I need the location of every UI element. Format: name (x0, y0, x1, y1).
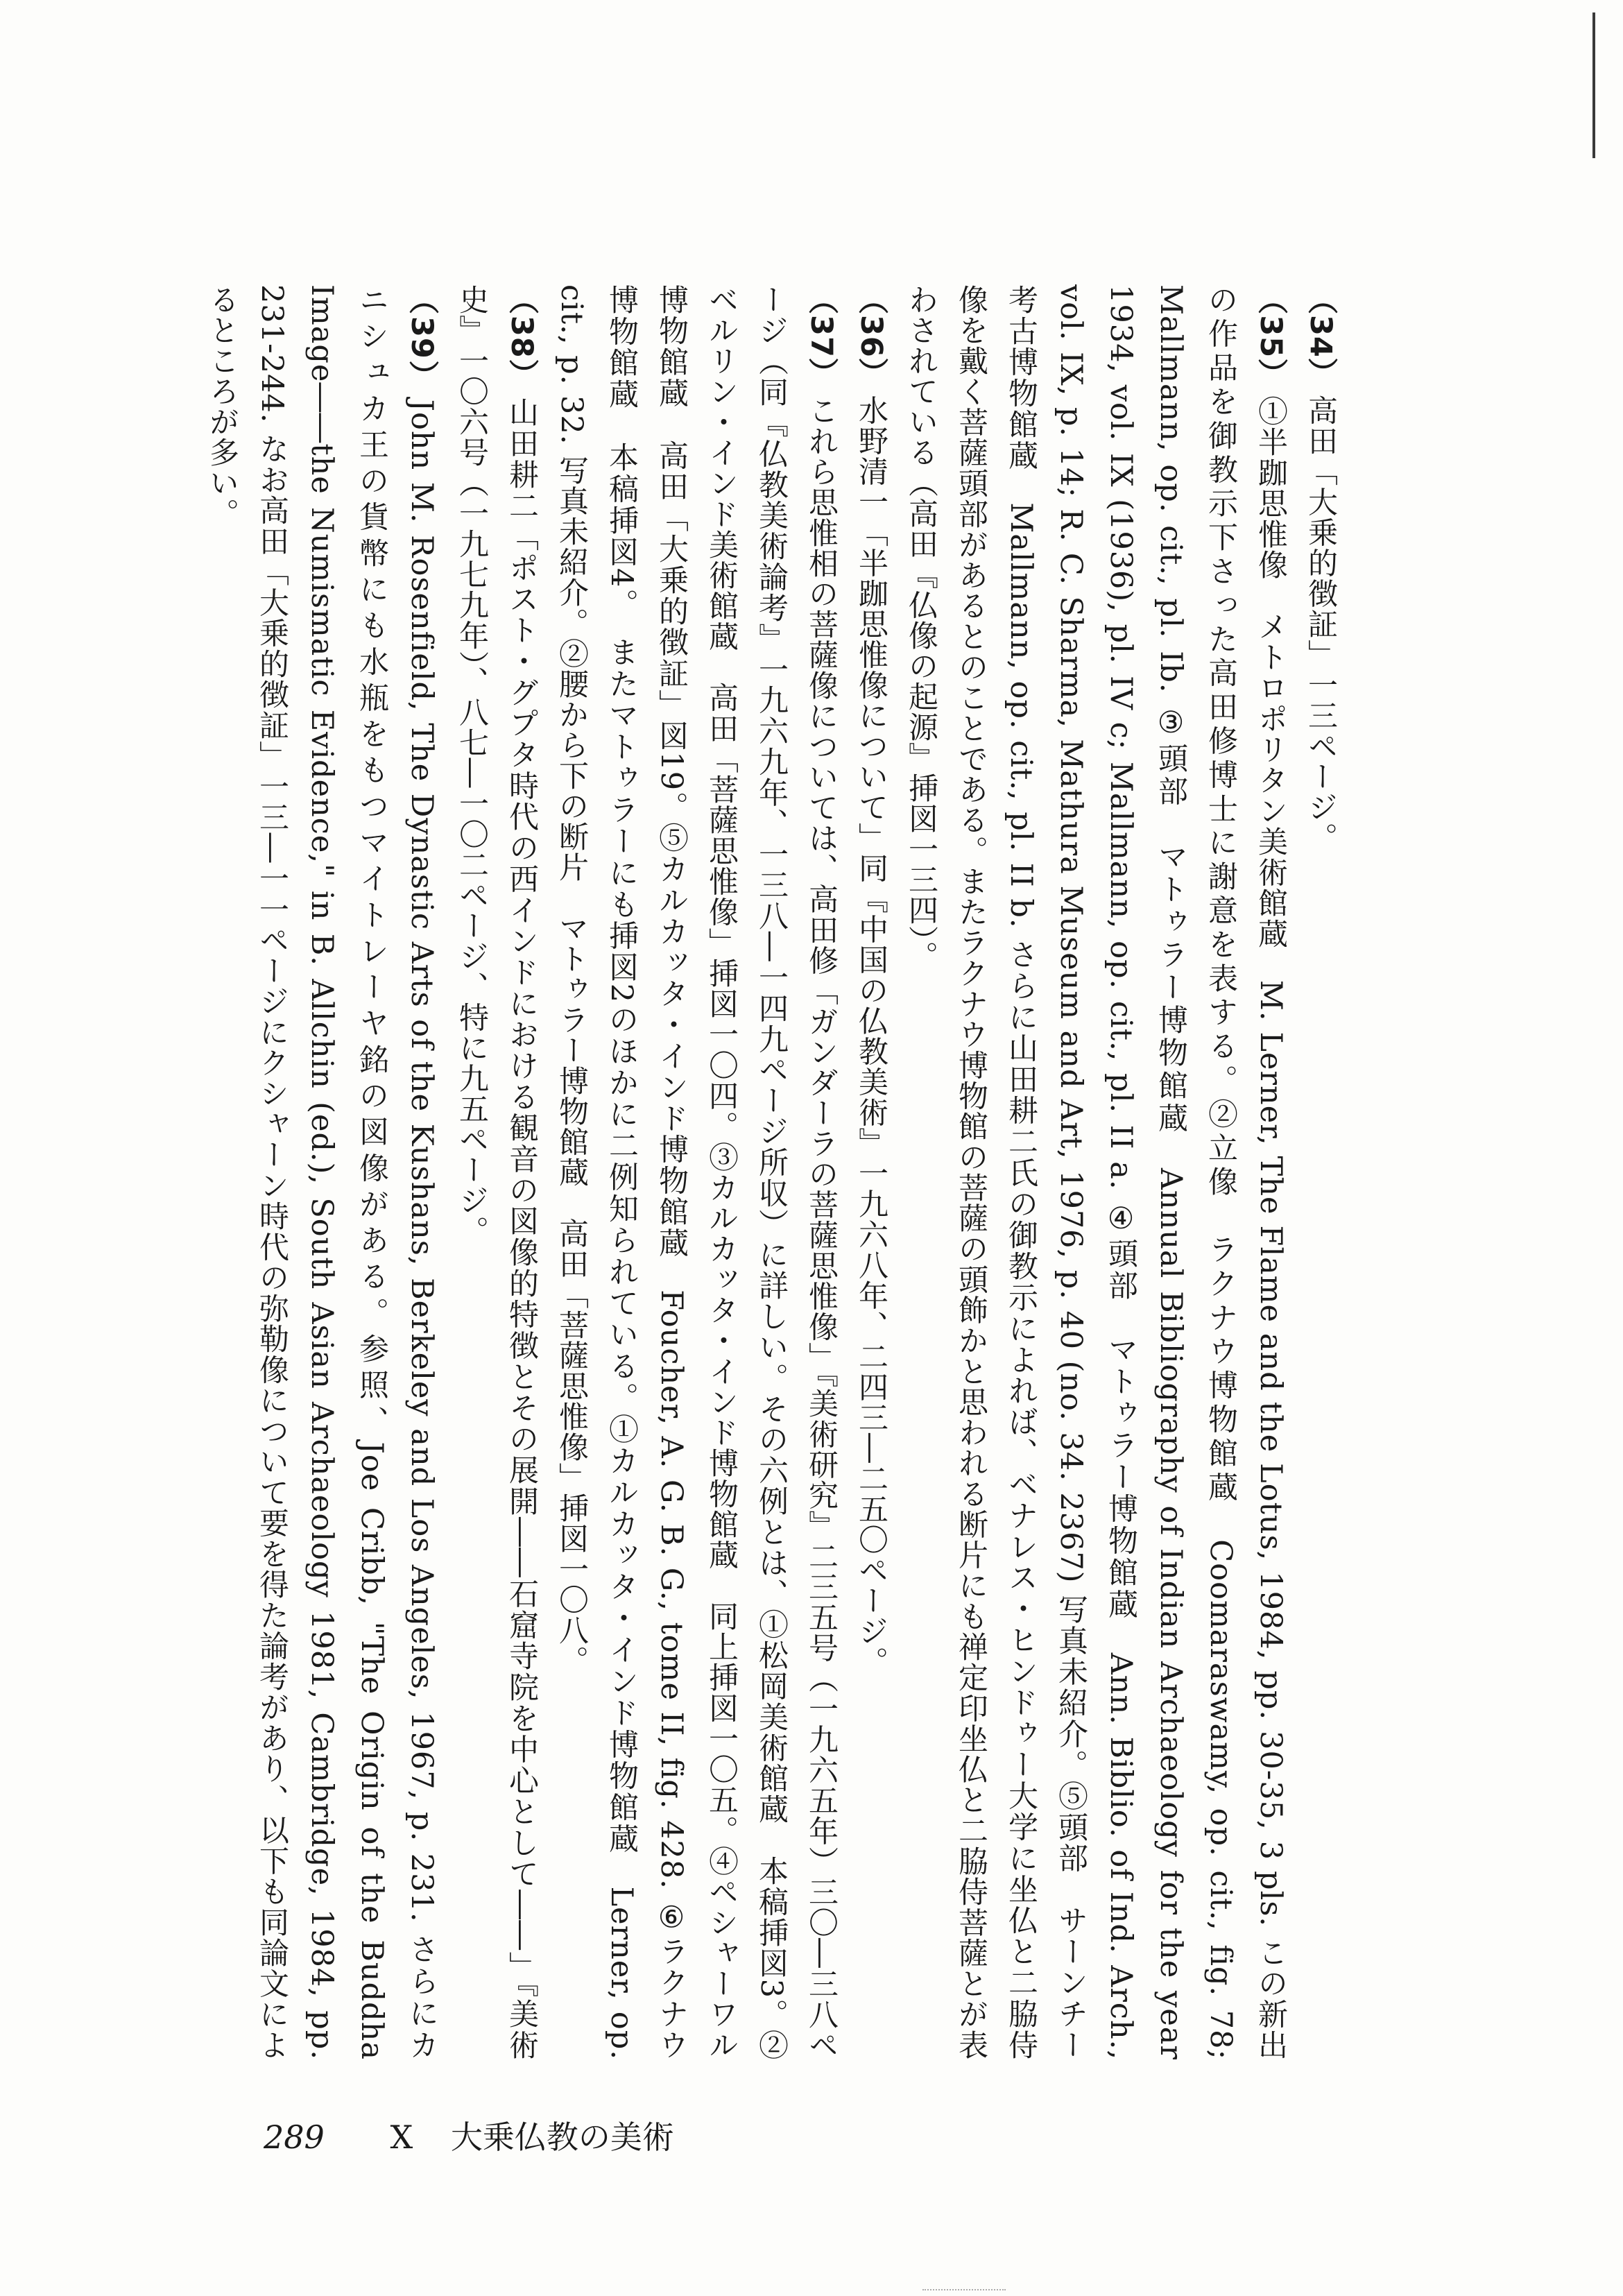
note-text: 高田「大乗的徴証」一三ページ。 (1303, 395, 1338, 853)
note-text: John M. Rosenfield, The Dynastic Arts of the Kushans, Berkeley and Los Angeles, 1967, p. 231. さらにカニシュカ王の貨幣にも水瓶をもつマイトレーヤ銘の図像がある。参照、Joe Cribb, "The Origin of the Buddha Image――the Numismatic Evidence," in B. Allchin (ed.), South Asian Archaeology 1981, Cambridge, 1984, pp. 231-244. なお高田「大乗的徴証」一三―一一ページにクシャーン時代の弥勒像について要を得た論考があり、以下も同論文によるところが多い。 (205, 284, 439, 2060)
note-text: 水野清一「半跏思惟像について」同『中国の仏教美術』一九六八年、二四三―二五〇ページ。 (854, 395, 888, 1677)
chapter-number: X (390, 2118, 413, 2156)
note-35 (896, 284, 1296, 2060)
page-edge-line (1592, 12, 1595, 158)
note-number: （37） (804, 284, 839, 388)
page-number: 289 (264, 2118, 325, 2156)
note-number: （39） (404, 284, 439, 393)
note-number: （38） (504, 284, 539, 391)
note-number: （34） (1303, 284, 1338, 388)
note-number: （35） (1253, 284, 1288, 389)
note-37 (547, 284, 846, 2060)
note-38 (447, 284, 547, 2060)
scan-dust-mark (922, 2289, 1006, 2293)
note-number: （36） (854, 284, 888, 388)
note-text: ①半跏思惟像 メトロポリタン美術館蔵 M. Lerner, The Flame and the Lotus, 1984, pp. 30-35, 3 pls. この新出の作品を御教示下さった高田修博士に謝意を表する。②立像 ラクナウ博物館蔵 Coomaraswamy, op. cit., fig. 78; Mallmann, op. cit., pl. Ib. ③頭部 マトゥラー博物館蔵 Annual Bibliography of Indian Archaeology for the year 1934, vol. IX (1936), pl. IV c; Mallmann, op. cit., pl. II a. ④頭部 マトゥラー博物館蔵 Ann. Biblio. of Ind. Arch., vol. IX, p. 14; R. C. Sharma, Mathura Museum and Art, 1976, p. 40 (no. 34. 2367) 写真未紹介。⑤頭部 サーンチー考古博物館蔵 Mallmann, op. cit., pl. II b. さらに山田耕二氏の御教示によれば、ベナレス・ヒンドゥー大学に坐仏と二脇侍像を戴く菩薩頭部があるとのことである。またラクナウ博物館の菩薩の頭飾かと思われる断片にも禅定印坐仏と二脇侍菩薩とが表わされている（高田『仏像の起源』挿図一三四）。 (904, 284, 1288, 2060)
chapter-title: 大乗仏教の美術 (450, 2118, 674, 2156)
note-text: これら思惟相の菩薩像については、高田修「ガンダーラの菩薩思惟像」『美術研究』二三五号（一九六五年）三〇―三八ページ（同『仏教美術論考』一九六九年、一三八―一四九ページ所収）に詳しい。その六例とは、①松岡美術館蔵 本稿挿図3。②ベルリン・インド美術館蔵 高田「菩薩思惟像」挿図一〇四。③カルカッタ・インド博物館蔵 同上挿図一〇五。④ペシャーワル博物館蔵 高田「大乗的徴証」図19。⑤カルカッタ・インド博物館蔵 Foucher, A. G. B. G., tome II, fig. 428. ⑥ラクナウ博物館蔵 本稿挿図4。 またマトゥラーにも挿図2のほかに二例知られている。①カルカッタ・インド博物館蔵 Lerner, op. cit., p. 32. 写真未紹介。②腰から下の断片 マトゥラー博物館蔵 高田「菩薩思惟像」挿図一〇八。 (554, 284, 839, 2060)
note-text: 山田耕二「ポスト・グプタ時代の西インドにおける観音の図像的特徴とその展開――石窟寺院を中心として――」『美術史』一〇六号（一九七九年）、八七―一〇二ページ、特に九五ページ。 (454, 284, 539, 2060)
endnotes-block (201, 284, 1346, 2060)
note-39 (201, 284, 447, 2060)
note-34 (1296, 284, 1346, 2060)
note-36 (846, 284, 896, 2060)
page-footer (264, 2112, 674, 2158)
